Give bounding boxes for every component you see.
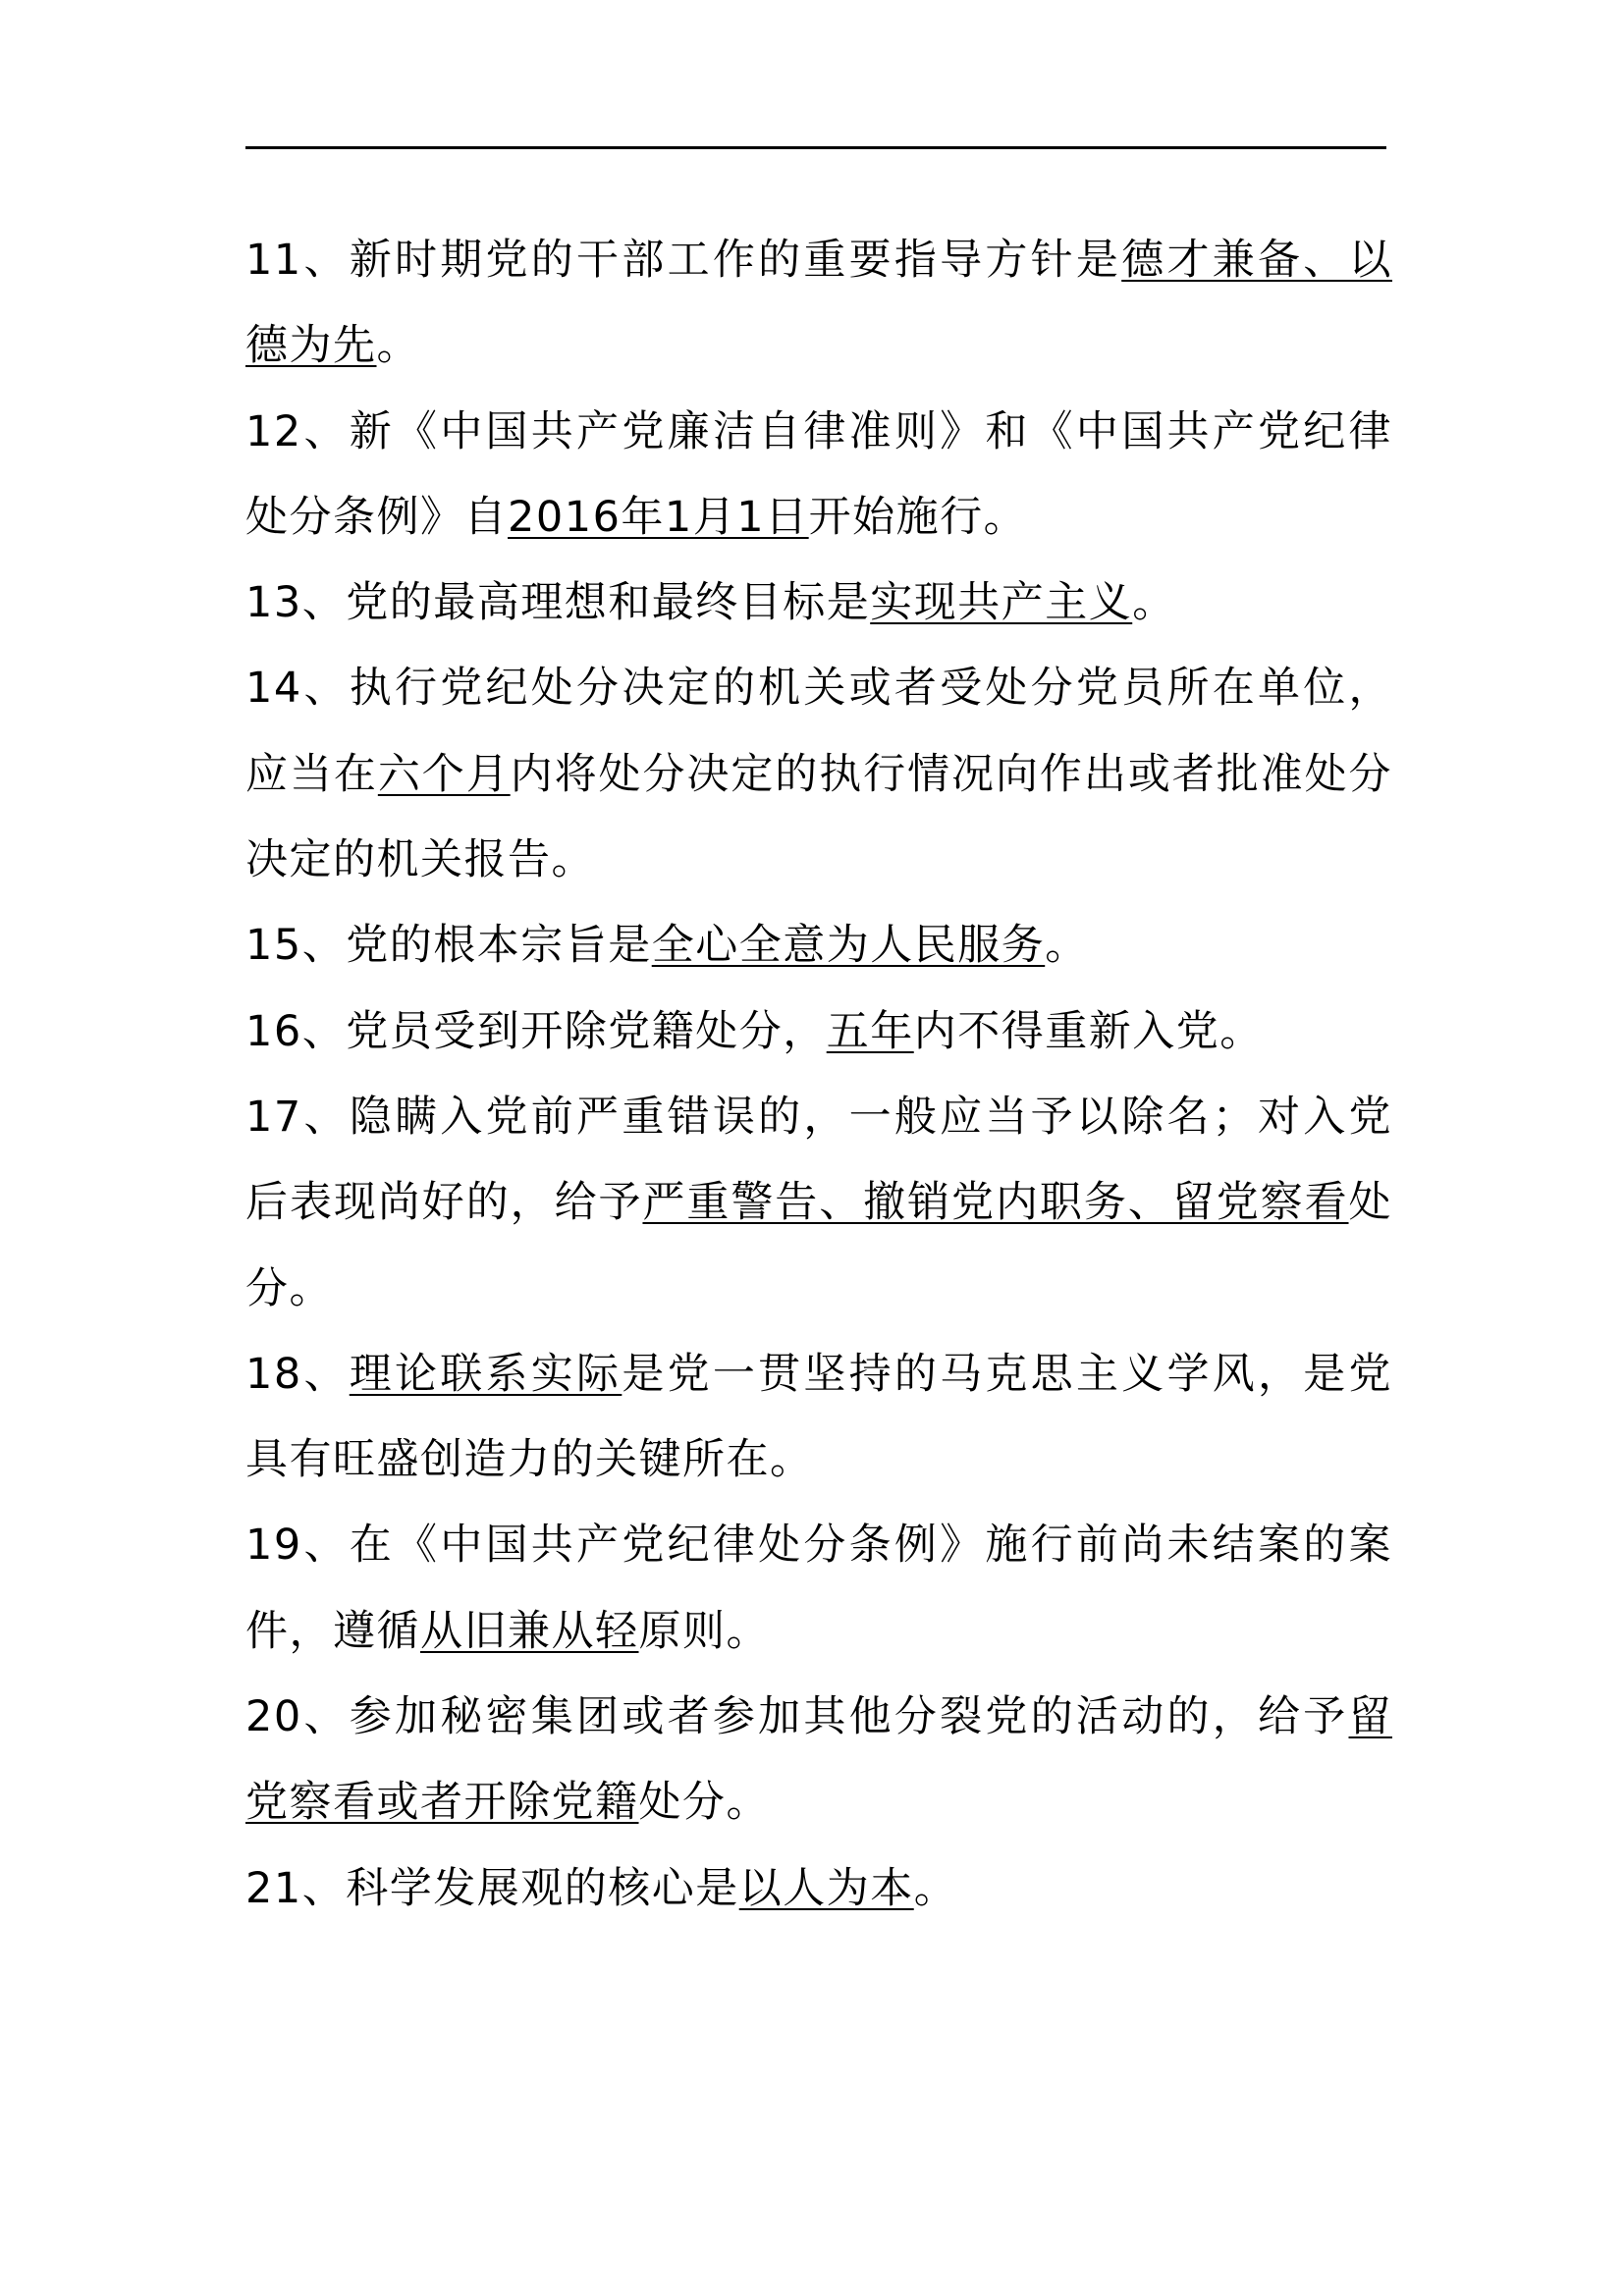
answer-underlined: 2016年1月1日 [508,492,809,542]
answer-underlined: 从旧兼从轻 [420,1606,639,1656]
question-number: 11、 [245,236,350,285]
question-number: 13、 [245,578,347,628]
question-number: 12、 [245,406,350,456]
question-item-12 [245,390,1392,561]
question-number: 17、 [245,1092,350,1142]
answer-underlined: 实现共产主义 [870,578,1133,628]
question-text: 在《中国共产党纪律处分条例》施行前尚未结案的案件，遵循 [245,1521,1393,1656]
question-item-21 [245,1846,1392,1932]
question-text-end: 。 [376,321,420,371]
answer-underlined: 五年 [826,1006,914,1056]
question-number: 18、 [245,1349,350,1399]
answer-underlined: 德才兼备、以德为先 [245,236,1393,371]
question-item-14 [245,646,1392,903]
question-text-end: 是党一贯坚持的马克思主义学风，是党具有旺盛创造力的关键所在。 [245,1349,1393,1485]
question-item-16 [245,989,1392,1075]
question-number: 19、 [245,1521,350,1571]
question-text-end: 。 [1045,921,1089,971]
question-item-11 [245,218,1392,390]
answer-underlined: 六个月 [377,749,511,799]
question-text-end: 开始施行。 [808,492,1028,542]
question-text: 党的根本宗旨是 [346,921,652,971]
question-text-end: 处分。 [638,1778,770,1828]
question-number: 21、 [245,1863,347,1913]
question-text-end: 。 [1132,578,1176,628]
question-text: 党的最高理想和最终目标是 [346,578,871,628]
question-text-end: 内将处分决定的执行情况向作出或者批准处分决定的机关报告。 [245,749,1393,885]
answer-underlined: 理论联系实际 [349,1349,623,1399]
question-number: 20、 [245,1692,350,1742]
question-number: 16、 [245,1006,347,1056]
answer-underlined: 以人为本 [738,1863,914,1913]
question-text-end: 。 [913,1863,958,1913]
answer-underlined: 留党察看或者开除党籍 [245,1692,1393,1828]
question-item-17 [245,1075,1392,1332]
question-item-18 [245,1332,1392,1504]
question-item-19 [245,1503,1392,1675]
question-text: 新时期党的干部工作的重要指导方针是 [349,236,1122,285]
question-text-end: 处分。 [245,1178,1393,1313]
question-text-end: 内不得重新入党。 [913,1006,1264,1056]
question-item-15 [245,903,1392,988]
answer-underlined: 全心全意为人民服务 [651,921,1046,971]
question-text: 参加秘密集团或者参加其他分裂党的活动的，给予 [349,1692,1349,1742]
question-number: 14、 [245,664,350,714]
question-text: 党员受到开除党籍处分， [346,1006,827,1056]
question-item-13 [245,561,1392,646]
header-rule [245,146,1386,149]
question-number: 15、 [245,921,347,971]
question-text-end: 原则。 [638,1606,770,1656]
question-text: 新《中国共产党廉洁自律准则》和《中国共产党纪律处分条例》自 [245,406,1393,542]
question-text: 执行党纪处分决定的机关或者受处分党员所在单位，应当在 [245,664,1393,799]
question-text: 科学发展观的核心是 [346,1863,739,1913]
question-item-20 [245,1675,1392,1846]
question-text: 隐瞒入党前严重错误的，一般应当予以除名；对入党后表现尚好的，给予 [245,1092,1393,1228]
question-list [245,218,1392,1932]
answer-underlined: 严重警告、撤销党内职务、留党察看 [642,1178,1349,1228]
